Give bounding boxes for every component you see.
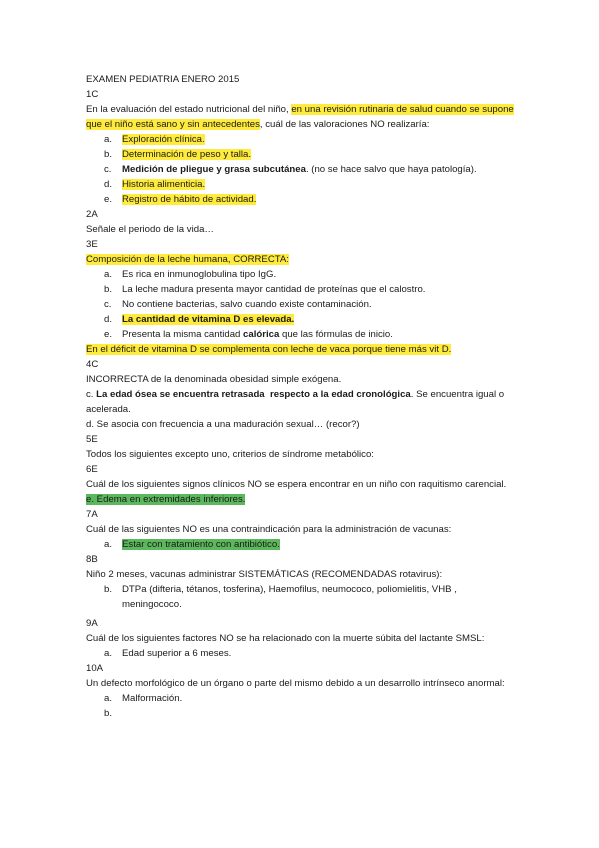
question-number: 9A	[86, 618, 98, 629]
question-stem: Cuál de los siguientes signos clínicos NO se espera encontrar en un niño con raquitismo carencial.	[86, 479, 507, 490]
answer-option: d. Historia alimenticia.	[104, 179, 206, 190]
answer-option: b. La leche madura presenta mayor cantidad de proteínas que el calostro.	[104, 284, 426, 295]
question-number: 3E	[86, 239, 98, 250]
answer-option-correct: c. La edad ósea se encuentra retrasada respecto a la edad cronológica. Se encuentra igual o acelerada.	[86, 389, 505, 415]
question-stem: Un defecto morfológico de un órgano o parte del mismo debido a un desarrollo intrínseco anormal:	[86, 678, 505, 689]
document-title: EXAMEN PEDIATRIA ENERO 2015	[86, 74, 240, 85]
question-stem: Cuál de los siguientes factores NO se ha relacionado con la muerte súbita del lactante SMSL:	[86, 633, 485, 644]
answer-option: b.	[104, 708, 113, 719]
answer-option-correct: c. Medición de pliegue y grasa subcutánea. (no se hace salvo que haya patología).	[104, 164, 477, 175]
question-number: 4C	[86, 359, 99, 370]
question-stem: Composición de la leche humana, CORRECTA:	[86, 254, 289, 265]
answer-option: b. Determinación de peso y talla.	[104, 149, 252, 160]
answer-option: d. Se asocia con frecuencia a una maduración sexual… (recor?)	[86, 419, 360, 430]
question-number: 2A	[86, 209, 98, 220]
answer-option-highlighted: d. La cantidad de vitamina D es elevada.	[104, 314, 295, 325]
answer-option: b. DTPa (difteria, tétanos, tosferina), Haemofilus, neumococo, poliomielitis, VHB , meningococo.	[104, 584, 457, 610]
answer-option-correct: e. Edema en extremidades inferiores.	[86, 494, 246, 505]
answer-option: a. Exploración clínica.	[104, 134, 205, 145]
question-number: 10A	[86, 663, 104, 674]
answer-option: e. Registro de hábito de actividad.	[104, 194, 257, 205]
question-number: 5E	[86, 434, 98, 445]
answer-option: a. Malformación.	[104, 693, 183, 704]
note: En el déficit de vitamina D se complementa con leche de vaca porque tiene más vit D.	[86, 344, 452, 355]
document-body	[86, 72, 516, 721]
answer-option-correct: a. Estar con tratamiento con antibiótico.	[104, 539, 280, 550]
answer-option: a. Es rica en inmunoglobulina tipo IgG.	[104, 269, 277, 280]
question-number: 6E	[86, 464, 98, 475]
question-stem: INCORRECTA de la denominada obesidad simple exógena.	[86, 374, 342, 385]
highlighted-text: en una revisión rutinaria de salud cuando se supone que el niño está sano y sin antecedentes	[86, 104, 514, 130]
question-stem: Cuál de las siguientes NO es una contraindicación para la administración de vacunas:	[86, 524, 452, 535]
answer-option: e. Presenta la misma cantidad calórica que las fórmulas de inicio.	[104, 329, 393, 340]
question-number: 1C	[86, 89, 99, 100]
question-stem: Señale el periodo de la vida…	[86, 224, 215, 235]
question-stem: En la evaluación del estado nutricional del niño, en una revisión rutinaria de salud cuando se supone que el niño está sano y sin antecedentes, cuál de las valoraciones NO realizaría:	[86, 104, 514, 130]
question-number: 8B	[86, 554, 98, 565]
answer-option: c. No contiene bacterias, salvo cuando existe contaminación.	[104, 299, 372, 310]
question-stem: Todos los siguientes excepto uno, criterios de síndrome metabólico:	[86, 449, 374, 460]
question-stem: Niño 2 meses, vacunas administrar SISTEMÁTICAS (RECOMENDADAS rotavirus):	[86, 569, 443, 580]
question-number: 7A	[86, 509, 98, 520]
answer-option: a. Edad superior a 6 meses.	[104, 648, 232, 659]
